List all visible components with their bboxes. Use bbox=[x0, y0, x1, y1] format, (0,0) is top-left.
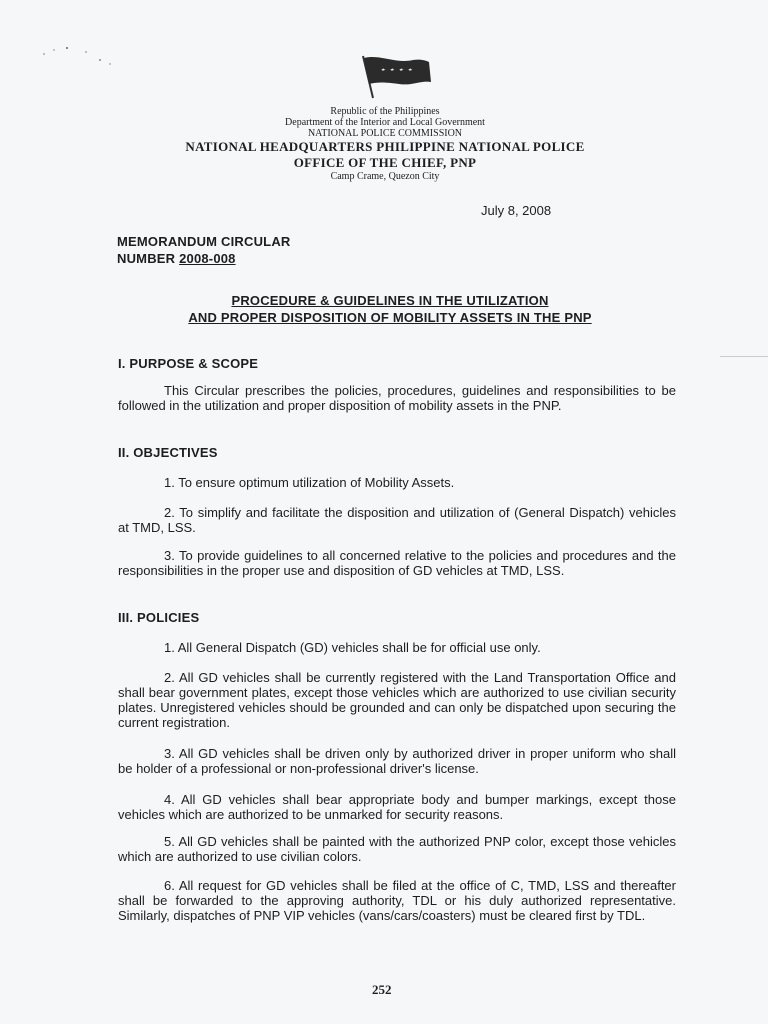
scan-edge-mark bbox=[720, 356, 768, 357]
memo-number-line bbox=[117, 251, 236, 266]
letterhead-napolcom: NATIONAL POLICE COMMISSION bbox=[307, 128, 463, 139]
scan-specks bbox=[40, 44, 120, 74]
policy-item: 2. All GD vehicles shall be currently registered with the Land Transportation Office and shall bear government plates, except those vehicles which are authorized to use civilian security plates. Unregistered vehicles should be grounded and can only be dispatched upon securing the current registration. bbox=[118, 670, 676, 730]
letterhead bbox=[150, 106, 620, 182]
memo-label: MEMORANDUM CIRCULAR bbox=[117, 234, 291, 249]
page-number: 252 bbox=[372, 982, 392, 997]
letterhead-office: OFFICE OF THE CHIEF, PNP bbox=[293, 155, 477, 170]
memo-number: 2008-008 bbox=[179, 251, 236, 266]
purpose-text: This Circular prescribes the policies, procedures, guidelines and responsibilities to be followed in the utilization and proper disposition of mobility assets in the PNP. bbox=[118, 383, 676, 413]
objective-item: 1. To ensure optimum utilization of Mobility Assets. bbox=[164, 475, 455, 490]
policy-item: 4. All GD vehicles shall bear appropriate body and bumper markings, except those vehicles which are authorized to be unmarked for security reasons. bbox=[118, 792, 676, 822]
letterhead-headquarters: NATIONAL HEADQUARTERS PHILIPPINE NATIONAL POLICE bbox=[185, 139, 585, 154]
policy-item: 6. All request for GD vehicles shall be filed at the office of C, TMD, LSS and thereafter shall be forwarded to the approving authority, TDL or his duly authorized representative. Similarly, dispatches of PNP VIP vehicles (vans/cars/coasters) must be cleared first by TDL. bbox=[118, 878, 676, 923]
policy-item: 1. All General Dispatch (GD) vehicles shall be for official use only. bbox=[164, 640, 541, 655]
policy-item: 3. All GD vehicles shall be driven only by authorized driver in proper uniform who shall be holder of a professional or non-professional driver's license. bbox=[118, 746, 676, 776]
letterhead-department: Department of the Interior and Local Government bbox=[285, 117, 485, 128]
objective-item: 3. To provide guidelines to all concerned relative to the policies and procedures and the responsibilities in the proper use and disposition of GD vehicles at TMD, LSS. bbox=[118, 548, 676, 578]
pnp-flag-icon bbox=[355, 52, 435, 100]
objective-item: 2. To simplify and facilitate the disposition and utilization of (General Dispatch) vehicles at TMD, LSS. bbox=[118, 505, 676, 535]
memo-number-label: NUMBER bbox=[117, 251, 176, 266]
letterhead-republic: Republic of the Philippines bbox=[330, 106, 440, 117]
circular-title-line2: AND PROPER DISPOSITION OF MOBILITY ASSETS IN THE PNP bbox=[188, 310, 592, 325]
circular-title-line1: PROCEDURE & GUIDELINES IN THE UTILIZATION bbox=[231, 293, 549, 308]
letterhead-address: Camp Crame, Quezon City bbox=[330, 171, 440, 182]
document-date: July 8, 2008 bbox=[481, 203, 552, 218]
policies-heading: III. POLICIES bbox=[118, 610, 200, 625]
objectives-heading: II. OBJECTIVES bbox=[118, 445, 218, 460]
policy-item: 5. All GD vehicles shall be painted with the authorized PNP color, except those vehicles which are authorized to use civilian colors. bbox=[118, 834, 676, 864]
purpose-paragraph bbox=[118, 383, 676, 413]
purpose-heading: I. PURPOSE & SCOPE bbox=[118, 356, 259, 371]
